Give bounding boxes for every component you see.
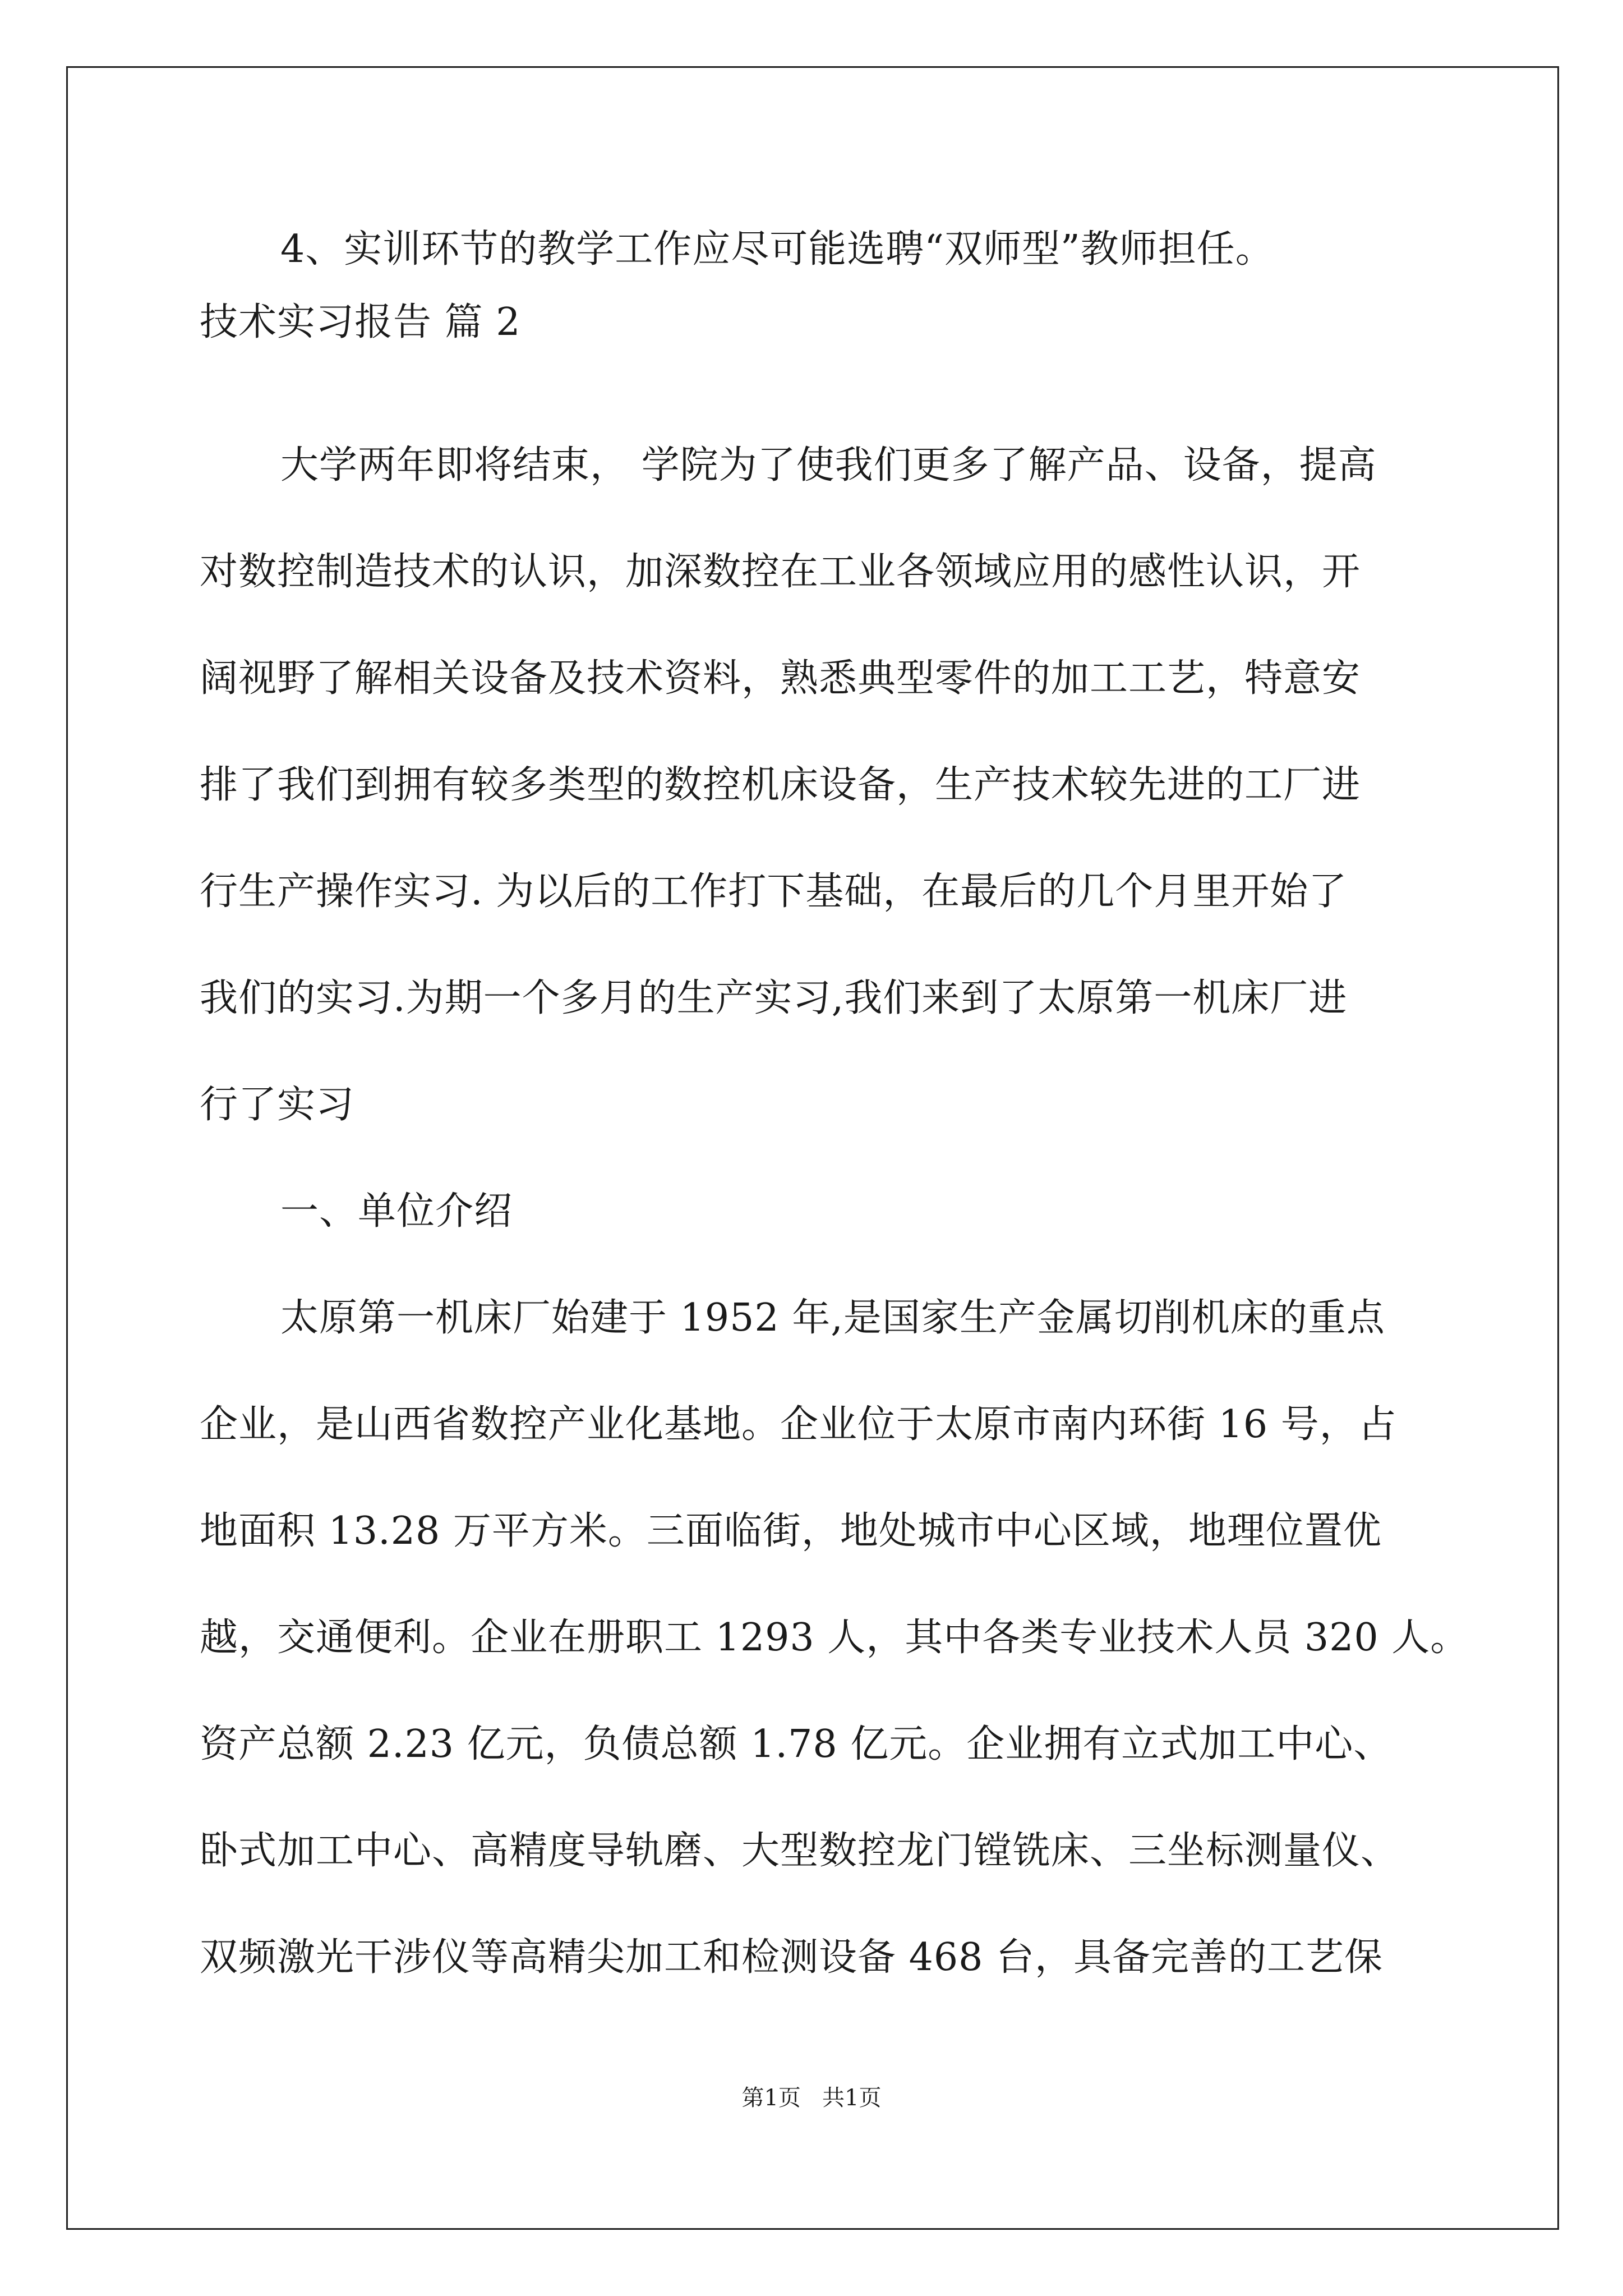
paragraph-line-13: 资产总额 2.23 亿元，负债总额 1.78 亿元。企业拥有立式加工中心、 xyxy=(200,1722,1393,1766)
paragraph-line-2: 大学两年即将结束， 学院为了使我们更多了解产品、设备，提高 xyxy=(280,443,1377,487)
paragraph-line-7: 我们的实习.为期一个多月的生产实习,我们来到了太原第一机床厂进 xyxy=(200,976,1348,1020)
paragraph-line-11: 地面积 13.28 万平方米。三面临街，地处城市中心区域，地理位置优 xyxy=(200,1509,1382,1553)
paragraph-line-3: 对数控制造技术的认识，加深数控在工业各领域应用的感性认识，开 xyxy=(200,550,1361,594)
paragraph-line-4: 阔视野了解相关设备及技术资料，熟悉典型零件的加工工艺，特意安 xyxy=(200,656,1361,701)
paragraph-line-6: 行生产操作实习. 为以后的工作打下基础，在最后的几个月里开始了 xyxy=(200,869,1348,914)
page-border xyxy=(66,66,1559,2230)
paragraph-line-5: 排了我们到拥有较多类型的数控机床设备，生产技术较先进的工厂进 xyxy=(200,763,1361,807)
paragraph-line-9: 太原第一机床厂始建于 1952 年,是国家生产金属切削机床的重点 xyxy=(280,1296,1385,1340)
subsection-heading: 一、单位介绍 xyxy=(280,1189,513,1234)
paragraph-line-15: 双频激光干涉仪等高精尖加工和检测设备 468 台，具备完善的工艺保 xyxy=(200,1935,1384,1980)
paragraph-line-14: 卧式加工中心、高精度导轨磨、大型数控龙门镗铣床、三坐标测量仪、 xyxy=(200,1829,1400,1873)
page-footer: 第1页 共1页 xyxy=(741,2085,882,2111)
paragraph-line-8: 行了实习 xyxy=(200,1083,355,1127)
paragraph-line-1: 4、实训环节的教学工作应尽可能选聘“双师型”教师担任。 xyxy=(280,227,1274,272)
paragraph-line-12: 越，交通便利。企业在册职工 1293 人，其中各类专业技术人员 320 人。 xyxy=(200,1616,1469,1660)
paragraph-line-10: 企业，是山西省数控产业化基地。企业位于太原市南内环街 16 号，占 xyxy=(200,1402,1397,1447)
section-heading: 技术实习报告 篇 2 xyxy=(200,300,521,344)
